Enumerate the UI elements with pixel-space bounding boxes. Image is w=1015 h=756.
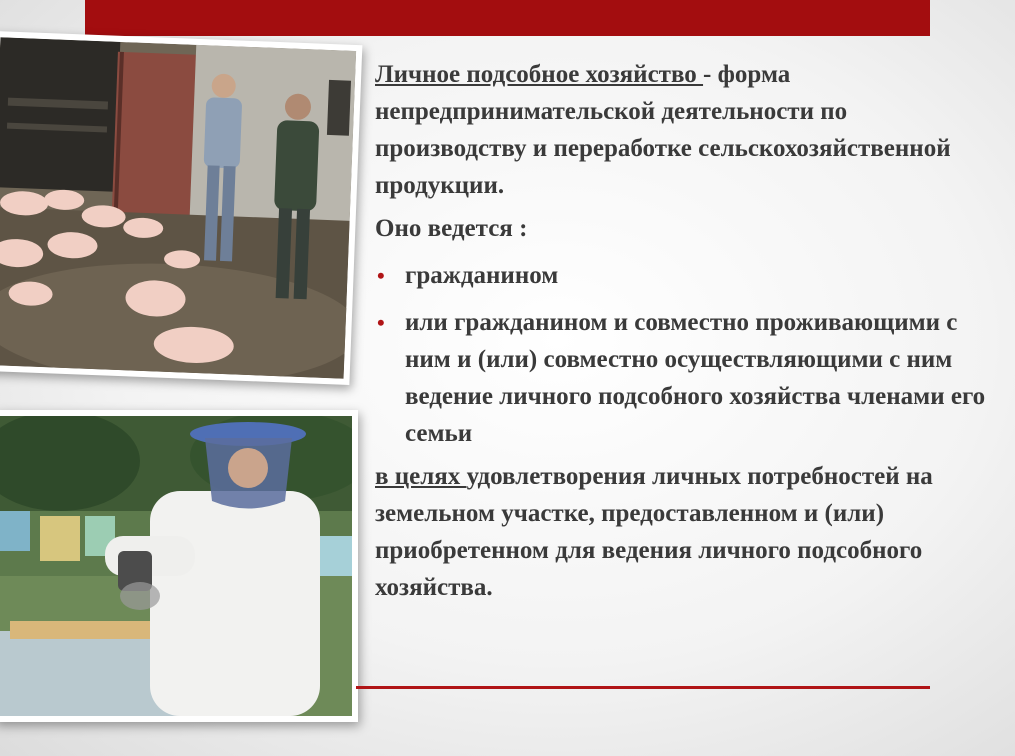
- slide-body: [375, 56, 995, 606]
- definition-paragraph: [375, 56, 995, 204]
- purpose-text: удовлетворения личных потребностей на земельном участке, предоставленном и (или) приобретенном для ведения личного подсобного хозяйства.: [375, 463, 933, 601]
- purpose-underlined: в целях: [375, 463, 467, 490]
- bullet-list: [375, 257, 995, 452]
- bullet-icon: •: [377, 263, 385, 288]
- list-item: [375, 304, 995, 452]
- lead-text: Оно ведется :: [375, 215, 528, 242]
- definition-term: Личное подсобное хозяйство: [375, 61, 704, 88]
- definition-text: - форма непредпринимательской деятельности по производству и переработке сельскохозяйственной продукции.: [375, 61, 951, 199]
- purpose-paragraph: [375, 458, 995, 606]
- bottom-accent-rule: [356, 686, 930, 689]
- list-item: [375, 257, 995, 294]
- bullet-icon: •: [377, 310, 385, 335]
- beekeeper-photo: [0, 410, 358, 722]
- top-accent-bar: [85, 0, 930, 36]
- bullet-text: или гражданином и совместно проживающими с ним и (или) совместно осуществляющими с ним ведение личного подсобного хозяйства членами его семьи: [405, 309, 986, 447]
- pig-farm-photo: [0, 31, 362, 385]
- bullet-text: гражданином: [405, 262, 559, 289]
